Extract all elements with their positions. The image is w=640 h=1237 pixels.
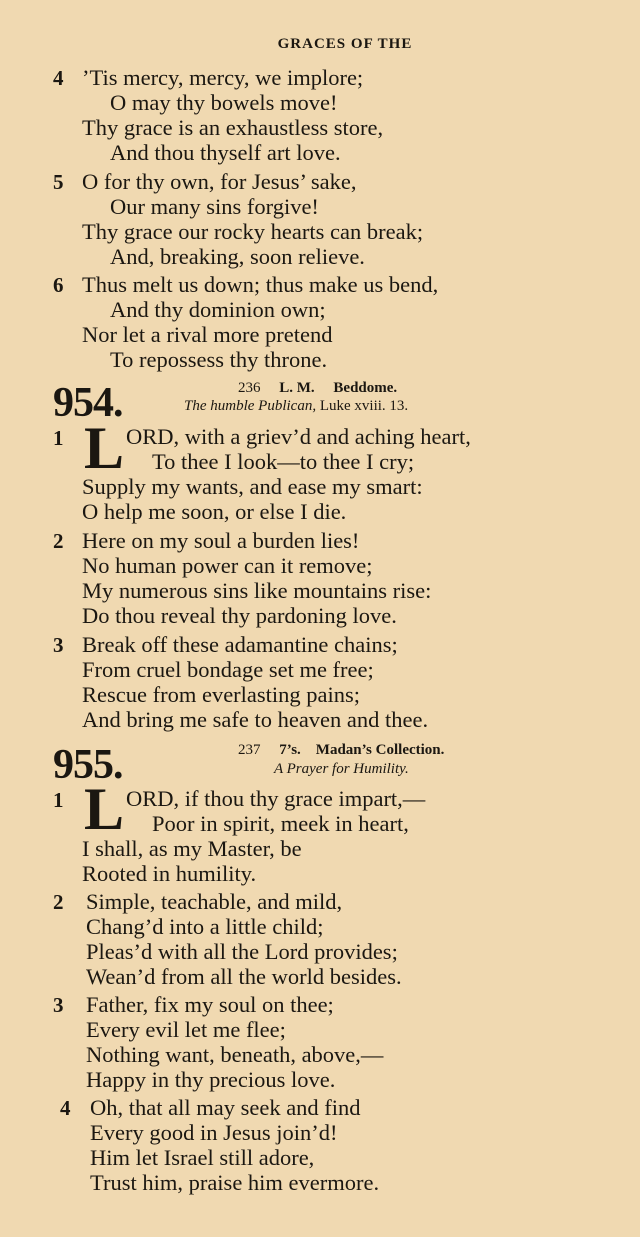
verse-line: To thee I look—to thee I cry; [152, 449, 415, 474]
stanza-number: 4 [60, 1096, 71, 1120]
verse-line: Rooted in humility. [82, 861, 257, 886]
stanza-number: 3 [53, 993, 64, 1017]
verse-line: Do thou reveal thy pardoning love. [82, 603, 397, 628]
verse-line: And bring me safe to heaven and thee. [82, 707, 429, 732]
meter: 7’s. [279, 742, 301, 758]
verse-line: Thus melt us down; thus make us bend, [82, 272, 439, 297]
hymn-number: 955. [53, 742, 123, 788]
verse-line: And, breaking, soon relieve. [110, 244, 365, 269]
verse-line: Oh, that all may seek and find [90, 1095, 361, 1120]
verse-line: O may thy bowels move! [110, 90, 338, 115]
verse-line: And thy dominion own; [110, 297, 326, 322]
verse-line: And thou thyself art love. [110, 140, 341, 165]
verse-line: Happy in thy precious love. [86, 1067, 336, 1092]
verse-line: ’Tis mercy, mercy, we implore; [82, 65, 364, 90]
verse-line: Him let Israel still adore, [90, 1145, 315, 1170]
page-ref: 237 [238, 742, 261, 758]
hymn-meta [238, 380, 397, 397]
drop-cap: L [84, 415, 125, 481]
drop-cap: L [84, 776, 125, 842]
verse-line: Supply my wants, and ease my smart: [82, 474, 423, 499]
verse-line: ORD, if thou thy grace impart,— [126, 786, 426, 811]
verse-line: Wean’d from all the world besides. [86, 964, 402, 989]
stanza-number: 4 [53, 66, 64, 90]
verse-line: No human power can it remove; [82, 553, 373, 578]
verse-line: Trust him, praise him evermore. [90, 1170, 380, 1195]
author: Beddome. [333, 380, 398, 396]
verse-line: Every evil let me flee; [86, 1017, 286, 1042]
stanza-number: 2 [53, 890, 64, 914]
verse-line: Every good in Jesus join’d! [90, 1120, 338, 1145]
verse-line: My numerous sins like mountains rise: [82, 578, 432, 603]
hymn-subtitle: A Prayer for Humility. [274, 761, 409, 777]
stanza-number: 5 [53, 170, 64, 194]
verse-line: I shall, as my Master, be [82, 836, 302, 861]
verse-line: O for thy own, for Jesus’ sake, [82, 169, 357, 194]
verse-line: Our many sins forgive! [110, 194, 319, 219]
verse-line: Thy grace our rocky hearts can break; [82, 219, 424, 244]
meter: L. M. [279, 380, 315, 396]
hymn-subtitle [184, 398, 408, 415]
verse-line: Pleas’d with all the Lord provides; [86, 939, 398, 964]
verse-line: Nor let a rival more pretend [82, 322, 333, 347]
author: Madan’s Collection. [315, 742, 445, 758]
hymn-number: 954. [53, 380, 123, 426]
verse-line: From cruel bondage set me free; [82, 657, 374, 682]
verse-line: Father, fix my soul on thee; [86, 992, 334, 1017]
verse-line: Poor in spirit, meek in heart, [152, 811, 409, 836]
verse-line: Chang’d into a little child; [86, 914, 324, 939]
stanza-number: 3 [53, 633, 64, 657]
verse-line: O help me soon, or else I die. [82, 499, 347, 524]
stanza-number: 2 [53, 529, 64, 553]
hymn-meta [238, 742, 444, 759]
running-header: GRACES OF THE [277, 36, 413, 52]
verse-line: Here on my soul a burden lies! [82, 528, 360, 553]
verse-line: Thy grace is an exhaustless store, [82, 115, 384, 140]
stanza-number: 1 [53, 788, 64, 812]
stanza-number: 1 [53, 426, 64, 450]
stanza-number: 6 [53, 273, 64, 297]
verse-line: Rescue from everlasting pains; [82, 682, 361, 707]
subtitle-text: The humble Publican, [184, 398, 317, 414]
verse-line: To repossess thy throne. [110, 347, 328, 372]
scripture-ref: Luke xviii. 13. [319, 398, 409, 414]
verse-line: Simple, teachable, and mild, [86, 889, 343, 914]
verse-line: Nothing want, beneath, above,— [86, 1042, 384, 1067]
verse-line: ORD, with a griev’d and aching heart, [126, 424, 471, 449]
verse-line: Break off these adamantine chains; [82, 632, 398, 657]
page-ref: 236 [238, 380, 261, 396]
